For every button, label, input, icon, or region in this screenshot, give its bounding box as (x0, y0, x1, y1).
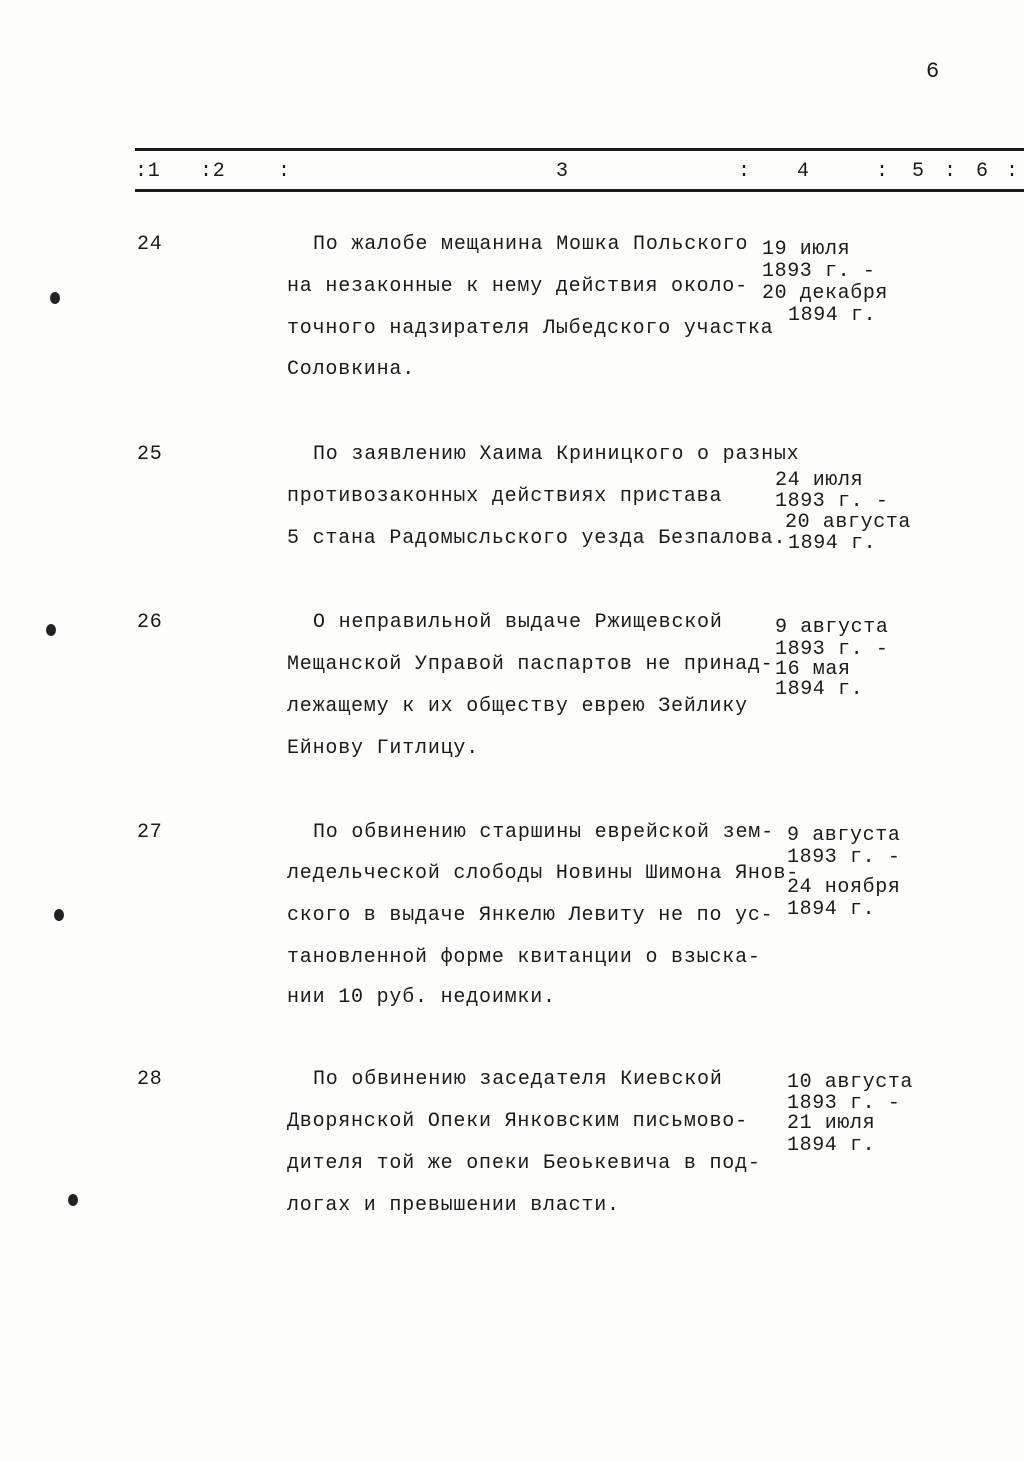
entry-text-line: По обвинению старшины еврейской зем- (313, 821, 774, 844)
column-separator: : (738, 160, 751, 183)
entry-text-line: О неправильной выдаче Ржищевской (313, 611, 723, 634)
column-6: 6 (976, 160, 989, 183)
entry-date-line: 1894 г. (788, 304, 877, 327)
entry-text-line: По заявлению Хаима Криницкого о разных (313, 443, 800, 466)
entry-number: 27 (137, 821, 163, 844)
entry-text-line: Дворянской Опеки Янковским письмово- (287, 1110, 748, 1133)
column-3: 3 (556, 160, 569, 183)
entry-text-line: Соловкина. (287, 358, 416, 381)
entry-number: 24 (137, 233, 163, 256)
entry-text-line: По обвинению заседателя Киевской (313, 1068, 723, 1091)
header-top-rule (135, 148, 1024, 151)
binding-hole-mark (68, 1194, 78, 1206)
entry-date-line: 1893 г. - (775, 638, 889, 661)
entry-date-line: 1893 г. - (762, 260, 876, 283)
entry-text-line: противозаконных действиях пристава (287, 485, 723, 508)
entry-text-line: дителя той же опеки Беоькевича в под- (287, 1152, 761, 1175)
entry-date-line: 1894 г. (775, 678, 864, 701)
entry-date-line: 10 августа (787, 1071, 914, 1094)
entry-number: 28 (137, 1068, 163, 1091)
entry-date-line: 1894 г. (787, 1134, 876, 1157)
column-separator: : (278, 160, 291, 183)
entry-text-line: 5 стана Радомысльского уезда Безпалова. (287, 527, 787, 550)
entry-text-line: логах и превышении власти. (287, 1194, 620, 1217)
entry-date-line: 24 ноября (787, 876, 901, 899)
entry-text-line: лежащему к их обществу еврею Зейлику (287, 695, 748, 718)
column-5: 5 (912, 160, 925, 183)
entry-text-line: ского в выдаче Янкелю Левиту не по ус- (287, 904, 774, 927)
entry-date-line: 9 августа (787, 824, 901, 847)
binding-hole-mark (50, 292, 60, 304)
header-bottom-rule (135, 189, 1024, 192)
entry-date-line: 9 августа (775, 616, 889, 639)
entry-date-line: 1894 г. (787, 898, 876, 921)
binding-hole-mark (54, 909, 64, 921)
entry-text-line: тановленной форме квитанции о взыска- (287, 946, 761, 969)
entry-date-line: 20 августа (785, 511, 912, 534)
entry-date-line: 1893 г. - (787, 1092, 901, 1115)
column-4: 4 (797, 160, 810, 183)
entry-date-line: 1893 г. - (787, 846, 901, 869)
entry-text-line: нии 10 руб. недоимки. (287, 986, 556, 1009)
entry-text-line: Ейнову Гитлицу. (287, 737, 480, 760)
entry-date-line: 21 июля (787, 1112, 876, 1135)
column-1: :1 (135, 160, 161, 183)
column-separator: : (1006, 160, 1019, 183)
entry-text-line: ледельческой слободы Новины Шимона Янов- (287, 862, 800, 885)
entry-text-line: По жалобе мещанина Мошка Польского (313, 233, 749, 256)
entry-number: 26 (137, 611, 163, 634)
entry-date-line: 20 декабря (762, 282, 889, 305)
entry-text-line: Мещанской Управой паспартов не принад- (287, 653, 774, 676)
entry-date-line: 1894 г. (788, 532, 877, 555)
page-number: 6 (926, 59, 941, 84)
entry-number: 25 (137, 443, 163, 466)
binding-hole-mark (46, 624, 56, 636)
entry-date-line: 19 июля (762, 238, 851, 261)
entry-text-line: точного надзирателя Лыбедского участка (287, 317, 774, 340)
column-separator: : (876, 160, 889, 183)
entry-date-line: 1893 г. - (775, 490, 889, 513)
entry-date-line: 16 мая (775, 658, 851, 681)
entry-text-line: на незаконные к нему действия около- (287, 275, 748, 298)
entry-date-line: 24 июля (775, 469, 864, 492)
column-2: :2 (200, 160, 226, 183)
column-separator: : (944, 160, 957, 183)
